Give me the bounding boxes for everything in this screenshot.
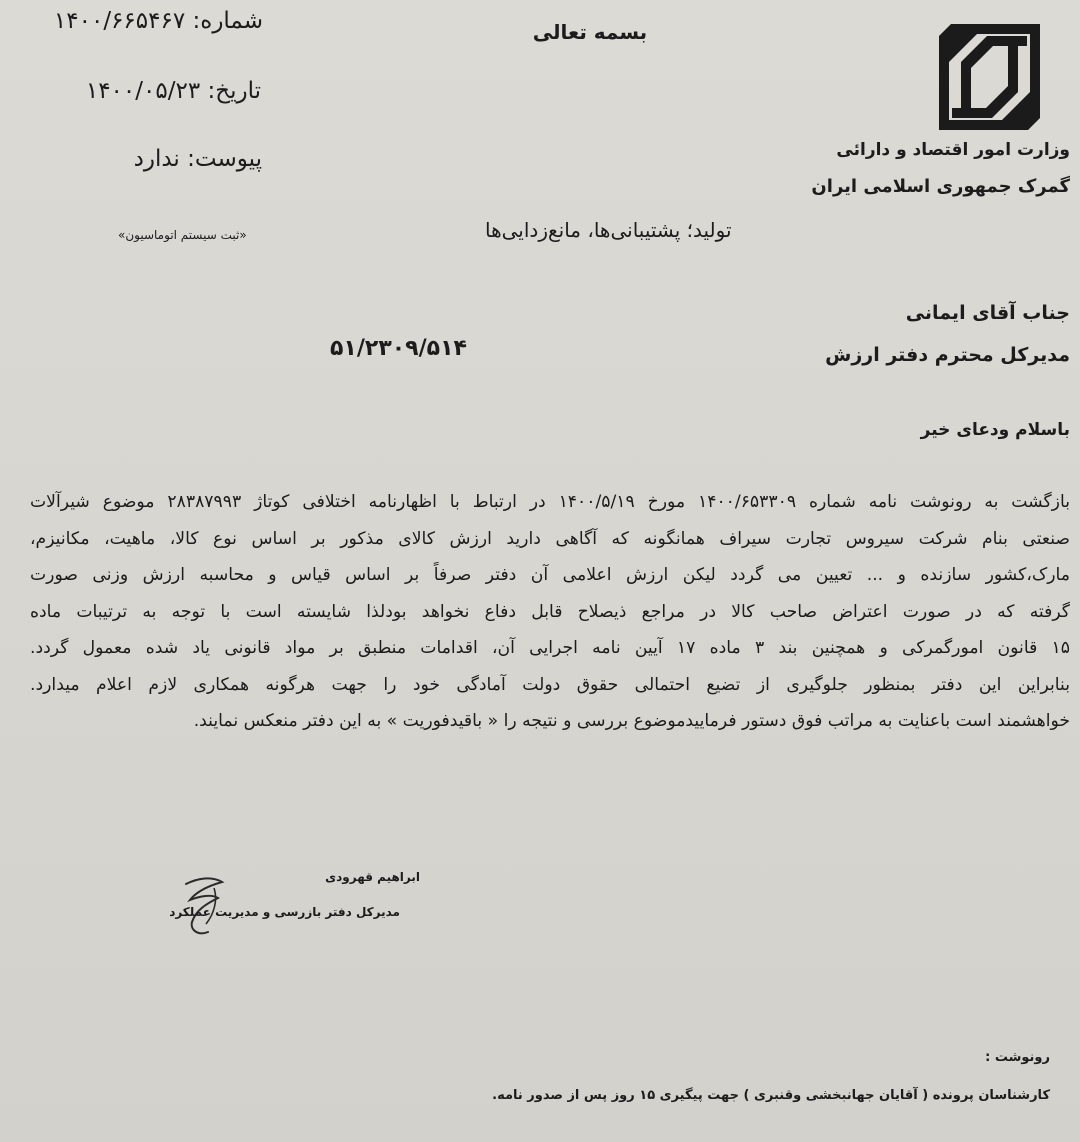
ministry-name: وزارت امور اقتصاد و دارائی xyxy=(836,140,1070,160)
cc-recipients: کارشناسان پرونده ( آقایان جهانبخشی وقنبری ) جهت پیگیری ۱۵ روز پس از صدور نامه. xyxy=(492,1088,1050,1103)
signer-name: ابراهیم قهرودی xyxy=(325,870,420,884)
letter-date-row xyxy=(46,78,261,104)
basmala: بسمه تعالی xyxy=(532,20,648,44)
number-label: شماره: xyxy=(192,8,263,34)
date-label: تاریخ: xyxy=(207,78,261,104)
greeting: باسلام ودعای خیر xyxy=(920,420,1070,440)
attachment-row xyxy=(120,146,262,172)
number-value: ۱۴۰۰/۶۶۵۴۶۷ xyxy=(53,8,186,34)
addressee-title: مدیرکل محترم دفتر ارزش xyxy=(825,344,1070,366)
date-value: ۱۴۰۰/۰۵/۲۳ xyxy=(85,78,201,104)
cc-label: رونوشت : xyxy=(985,1050,1050,1065)
customs-name: گمرک جمهوری اسلامی ایران xyxy=(811,176,1070,197)
letter-body xyxy=(30,484,1070,740)
reference-number: ۵۱/۲۳۰۹/۵۱۴ xyxy=(330,336,467,361)
body-line: صنعتی بنام شرکت سیروس تجارت سیراف همانگونه که آگاهی دارید ارزش کالای مذکور بر اساس نوع کالا، ماهیت، مکانیزم، xyxy=(30,528,1070,549)
letter-number-row xyxy=(18,8,263,34)
body-line: ۱۵ قانون امورگمرکی و همچنین بند ۳ ماده ۱۷ آیین نامه اجرایی آن، اقدامات منطبق بر مواد قانونی یاد شده معمول گردد. xyxy=(30,638,1070,658)
customs-logo-icon xyxy=(937,22,1042,132)
body-line: بازگشت به رونوشت نامه شماره ۱۴۰۰/۶۵۳۳۰۹ مورخ ۱۴۰۰/۵/۱۹ در ارتباط با اظهارنامه اختلافی کوتاژ ۲۸۳۸۷۹۹۳ موضوع شیرآلات xyxy=(30,492,1070,512)
signer-title: مدیرکل دفتر بازرسی و مدیریت عملکرد xyxy=(169,905,400,919)
attachment-label: پیوست: xyxy=(187,146,262,172)
body-line: خواهشمند است باعنایت به مراتب فوق دستور فرمایید‌موضوع بررسی و نتیجه را « باقیدفوریت » به این دفتر منعکس نمایند. xyxy=(193,711,1070,731)
attachment-value: ندارد xyxy=(133,146,180,172)
body-line: گرفته که در صورت اعتراض صاحب کالا در مراجع ذیصلاح قابل دفاع نخواهد بودلذا شایسته است با توجه به ترتیبات ماده xyxy=(30,601,1070,622)
addressee-name: جناب آقای ایمانی xyxy=(905,302,1070,324)
production-slogan: تولید؛ پشتیبانی‌ها، مانع‌زدایی‌ها xyxy=(485,218,732,242)
body-line: بنابراین این دفتر بمنظور جلوگیری از تضیع احتمالی حقوق دولت آمادگی خود را جهت هرگونه همکاری لازم اعلام میدارد. xyxy=(30,674,1070,695)
automation-note: «ثبت سیستم اتوماسیون» xyxy=(118,228,247,242)
body-line: مارک،کشور سازنده و ... تعیین می گردد لیکن ارزش اعلامی آن دفتر صرفاً بر اساس قیاس و محاسبه ارزش وزنی صورت xyxy=(30,565,1070,585)
